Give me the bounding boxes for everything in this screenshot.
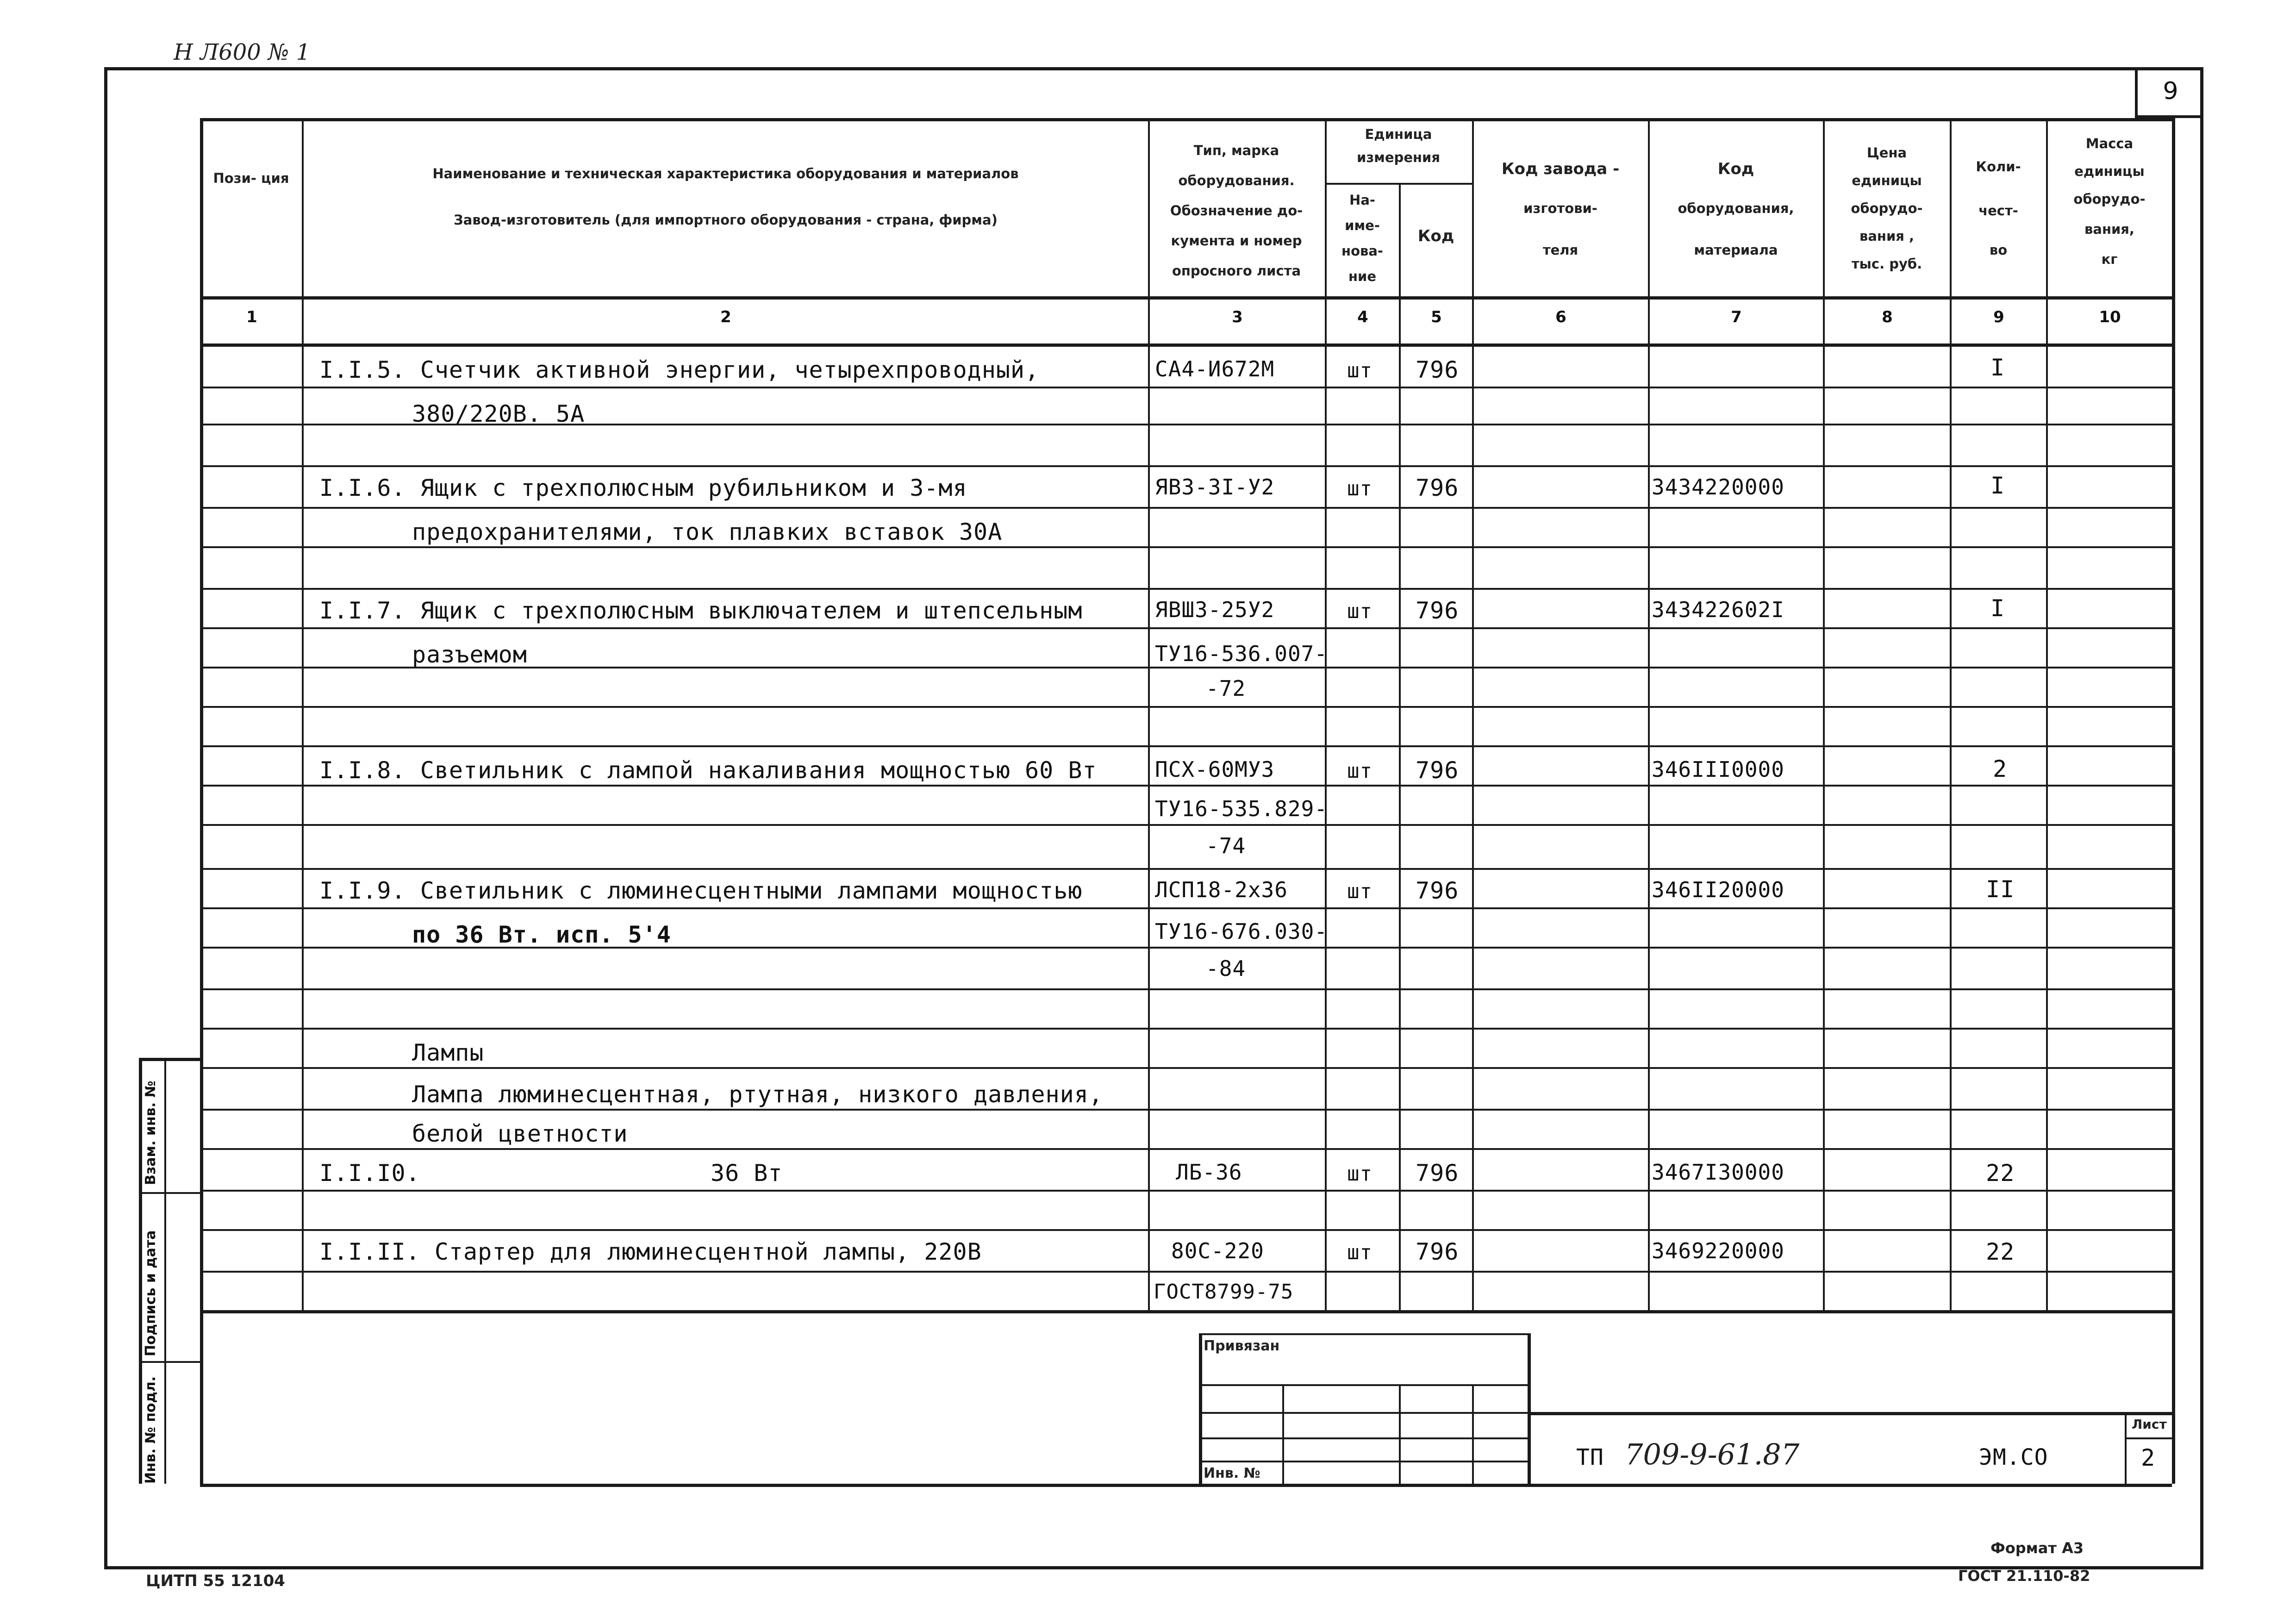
header-type-4: кумента и номер <box>1171 233 1302 249</box>
row-1111-name: I.I.II. Стартер для люминесцентной лампы, 220В <box>319 1238 982 1265</box>
row-118-qty: 2 <box>1993 756 2008 782</box>
column-number: 7 <box>1731 308 1742 326</box>
lamps-desc-2: белой цветности <box>412 1120 628 1147</box>
row-1110-position: I.I.I0. <box>319 1160 420 1187</box>
row-117-name-1: I.I.7. Ящик с трехполюсным выключателем и штепсельным <box>319 597 1083 624</box>
row-1111-code: 796 <box>1416 1238 1459 1265</box>
header-qty-1: Коли- <box>1976 159 2021 175</box>
row-115-type: СА4-И672М <box>1155 356 1275 381</box>
row-119-type-2: ТУ16-676.030- <box>1155 919 1328 944</box>
row-119-equip-code: 346II20000 <box>1652 877 1784 902</box>
column-number: 1 <box>246 308 257 326</box>
row-116-equip-code: 3434220000 <box>1652 475 1784 500</box>
row-115-code: 796 <box>1416 356 1459 383</box>
side-label-sign-date: Подпись и дата <box>143 1230 159 1356</box>
row-1111-type-2: ГОСТ8799-75 <box>1154 1280 1294 1304</box>
header-name-line1: Наименование и техническая характеристика оборудования и материалов <box>432 166 1019 181</box>
row-116-name-2: предохранителями, ток плавких вставок 30А <box>412 518 1003 545</box>
row-117-unit: шт <box>1347 600 1373 623</box>
row-116-type: ЯВЗ-3I-У2 <box>1155 475 1275 500</box>
row-118-type: ПСХ-60МУЗ <box>1155 757 1275 782</box>
row-116-unit: шт <box>1347 477 1373 500</box>
side-label-replace-inv: Взам. инв. № <box>143 1081 159 1185</box>
column-number: 3 <box>1232 308 1243 326</box>
header-type-3: Обозначение до- <box>1170 203 1303 219</box>
column-number: 2 <box>720 308 731 326</box>
row-118-type-2: ТУ16-535.829- <box>1155 796 1328 821</box>
row-116-name-1: I.I.6. Ящик с трехполюсным рубильником и 3-мя <box>319 475 967 501</box>
header-mass-4: вания, <box>2084 221 2134 237</box>
page-frame <box>104 67 2203 1569</box>
row-116-code: 796 <box>1416 475 1459 501</box>
stamp-doc-code: ЭМ.СО <box>1979 1444 2048 1470</box>
column-number: 6 <box>1555 308 1566 326</box>
stamp-tp-number: 709-9-61.87 <box>1625 1437 1800 1471</box>
footer-left-code: ЦИТП 55 12104 <box>146 1572 285 1590</box>
stamp-tp-prefix: ТП <box>1576 1444 1604 1470</box>
header-price-4: вания , <box>1859 228 1914 244</box>
row-119-name-1: I.I.9. Светильник с люминесцентными лампами мощностью <box>319 877 1083 904</box>
header-price-5: тыс. руб. <box>1851 256 1922 272</box>
row-118-code: 796 <box>1416 757 1459 784</box>
column-number: 4 <box>1357 308 1368 326</box>
sheet-number: 9 <box>2135 67 2203 118</box>
header-type-2: оборудования. <box>1178 173 1295 188</box>
header-mass-1: Масса <box>2085 136 2134 151</box>
header-qty-3: во <box>1989 242 2008 258</box>
row-119-code: 796 <box>1416 877 1459 904</box>
header-equip-3: материала <box>1694 242 1778 258</box>
header-qty-2: чест- <box>1978 203 2018 219</box>
header-unit-1: Единица <box>1365 126 1432 142</box>
header-maker-1: Код завода - <box>1501 160 1620 178</box>
header-equip-1: Код <box>1717 160 1754 178</box>
row-1110-code: 796 <box>1416 1160 1459 1187</box>
footer-format: Формат А3 <box>1990 1539 2084 1557</box>
column-number: 5 <box>1431 308 1442 326</box>
row-118-equip-code: 346III0000 <box>1652 757 1784 782</box>
row-117-qty: I <box>1990 595 2005 622</box>
row-117-type-2: ТУ16-536.007- <box>1155 641 1328 666</box>
header-type-1: Тип, марка <box>1193 143 1279 158</box>
row-118-type-3: -74 <box>1206 833 1246 858</box>
stamp-sheet-value: 2 <box>2141 1444 2156 1471</box>
stamp-inv-label: Инв. № <box>1204 1465 1260 1481</box>
side-label-inv-original: Инв. № подл. <box>143 1376 159 1484</box>
header-name-line2: Завод-изготовитель (для импортного оборудования - страна, фирма) <box>454 212 998 228</box>
row-1110-qty: 22 <box>1986 1160 2015 1187</box>
header-unit-name-3: нова- <box>1341 243 1383 259</box>
column-number: 10 <box>2099 308 2121 326</box>
lamps-title: Лампы <box>412 1039 484 1066</box>
header-unit-name-2: име- <box>1345 218 1380 233</box>
column-number: 8 <box>1882 308 1893 326</box>
header-unit-name-1: На- <box>1349 192 1375 208</box>
row-1110-type: ЛБ-36 <box>1176 1160 1242 1185</box>
row-1110-unit: шт <box>1347 1162 1373 1186</box>
header-price-3: оборудо- <box>1851 200 1923 216</box>
row-118-unit: шт <box>1347 759 1373 783</box>
row-117-equip-code: 343422602I <box>1652 597 1784 622</box>
row-119-name-2: по 36 Вт. исп. 5'4 <box>412 921 671 948</box>
header-price-2: единицы <box>1852 173 1922 188</box>
corner-handwritten-note: Н Л600 № 1 <box>174 39 311 65</box>
row-115-unit: шт <box>1347 359 1373 382</box>
row-119-unit: шт <box>1347 880 1373 903</box>
header-equip-2: оборудования, <box>1678 200 1794 216</box>
row-117-name-2: разъемом <box>412 641 527 668</box>
header-price-1: Цена <box>1866 145 1907 161</box>
header-mass-2: единицы <box>2074 163 2145 179</box>
row-115-name-2: 380/220В. 5А <box>412 400 585 427</box>
row-117-type-3: -72 <box>1206 676 1246 701</box>
header-maker-3: теля <box>1542 242 1578 258</box>
row-115-qty: I <box>1990 354 2005 381</box>
row-117-code: 796 <box>1416 597 1459 624</box>
row-117-type: ЯВШ3-25У2 <box>1155 597 1275 622</box>
column-number: 9 <box>1993 308 2004 326</box>
row-1110-name: 36 Вт <box>711 1160 783 1187</box>
row-1111-type: 80С-220 <box>1171 1238 1264 1263</box>
row-119-qty: II <box>1986 876 2015 903</box>
header-maker-2: изготови- <box>1523 200 1597 216</box>
header-unit-code: Код <box>1417 227 1454 245</box>
row-118-name-1: I.I.8. Светильник с лампой накаливания мощностью 60 Вт <box>319 757 1097 784</box>
stamp-sheet-label: Лист <box>2132 1417 2167 1432</box>
row-115-name-1: I.I.5. Счетчик активной энергии, четырехпроводный, <box>319 356 1040 383</box>
lamps-desc-1: Лампа люминесцентная, ртутная, низкого давления, <box>412 1081 1103 1108</box>
stamp-bound-label: Привязан <box>1204 1338 1280 1354</box>
row-1111-unit: шт <box>1347 1241 1373 1264</box>
row-119-type: ЛСП18-2х36 <box>1155 877 1288 902</box>
header-mass-5: кг <box>2101 251 2118 267</box>
header-mass-3: оборудо- <box>2073 191 2146 207</box>
row-1111-equip-code: 3469220000 <box>1652 1238 1784 1263</box>
header-unit-2: измерения <box>1357 150 1440 165</box>
header-unit-name-4: ние <box>1348 269 1377 284</box>
header-position: Пози- ция <box>213 170 289 186</box>
row-1110-equip-code: 3467I30000 <box>1652 1160 1784 1185</box>
row-116-qty: I <box>1990 472 2005 499</box>
footer-gost: ГОСТ 21.110-82 <box>1958 1567 2090 1585</box>
row-119-type-3: -84 <box>1206 956 1246 981</box>
header-type-5: опросного листа <box>1172 263 1301 279</box>
row-1111-qty: 22 <box>1986 1238 2015 1265</box>
